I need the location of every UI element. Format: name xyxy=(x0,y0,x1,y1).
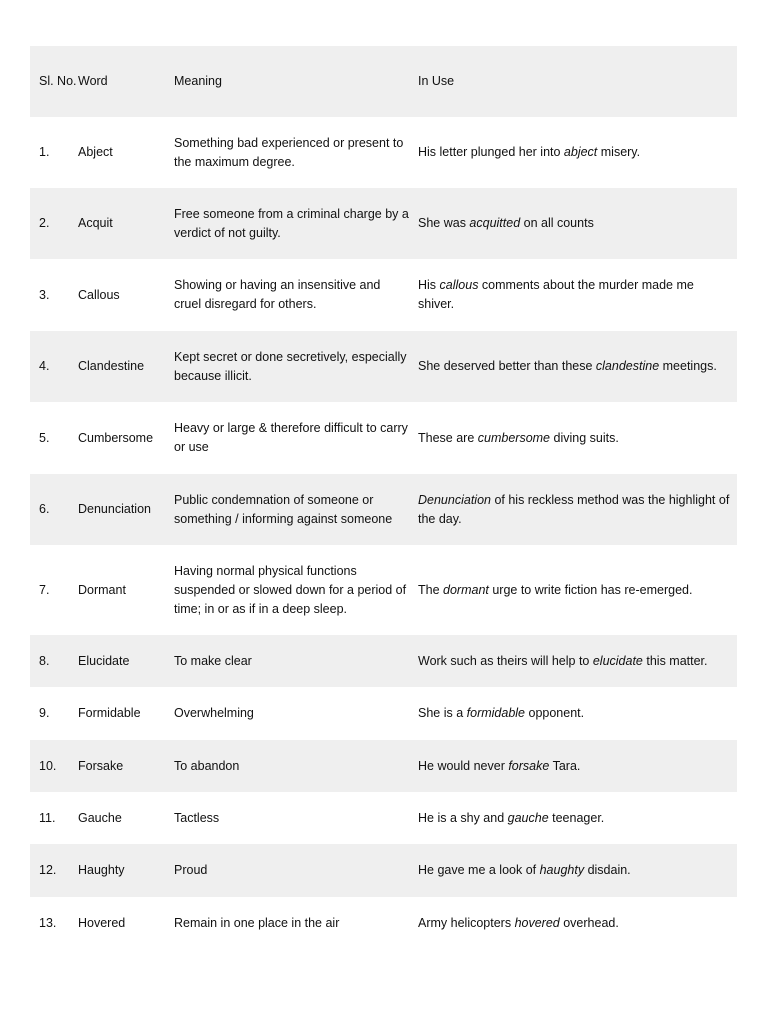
use-text-before: His xyxy=(418,278,440,292)
row-word: Forsake xyxy=(78,758,124,773)
table-row xyxy=(30,188,737,259)
row-in-use xyxy=(418,704,737,723)
row-word: Dormant xyxy=(78,582,126,597)
row-number: 2. xyxy=(39,216,50,230)
row-number: 6. xyxy=(39,502,50,516)
row-meaning: To abandon xyxy=(174,758,240,773)
table-row xyxy=(30,117,737,188)
use-text-highlight: abject xyxy=(563,145,598,159)
use-text-highlight: haughty xyxy=(539,863,585,877)
row-word: Gauche xyxy=(78,810,122,825)
row-meaning: Kept secret or done secretively, especially because illicit. xyxy=(174,349,407,383)
row-word: Callous xyxy=(78,287,120,302)
use-text-before: He gave me a look of xyxy=(418,863,540,877)
use-text-highlight: elucidate xyxy=(592,653,643,668)
row-meaning: Free someone from a criminal charge by a verdict of not guilty. xyxy=(174,206,409,240)
use-text-before: He is a shy and xyxy=(418,810,508,825)
use-text-after: meetings. xyxy=(659,359,717,373)
header-meaning: Meaning xyxy=(174,74,222,88)
use-text-before: These are xyxy=(418,430,478,445)
use-text-highlight: callous xyxy=(439,278,479,292)
use-text-after: teenager. xyxy=(548,810,605,825)
use-text-after: comments about the murder made me shiver. xyxy=(418,278,694,311)
use-text-after: overhead. xyxy=(559,915,619,930)
row-meaning: Tactless xyxy=(174,810,220,825)
use-text-highlight: Denunciation xyxy=(418,492,491,507)
use-text-after: disdain. xyxy=(584,863,631,877)
row-number: 11. xyxy=(39,810,56,825)
table-row xyxy=(30,402,737,474)
table-header-row xyxy=(30,46,737,117)
row-in-use xyxy=(418,861,737,880)
row-in-use xyxy=(418,491,737,529)
use-text-after: opponent. xyxy=(525,706,585,720)
use-text-after: misery. xyxy=(597,145,641,159)
use-text-after: on all counts xyxy=(520,216,594,230)
row-number: 10. xyxy=(39,758,57,773)
row-in-use xyxy=(418,914,737,933)
use-text-before: She was xyxy=(418,216,470,230)
table-row xyxy=(30,545,737,635)
use-text-highlight: dormant xyxy=(443,582,489,597)
use-text-highlight: hovered xyxy=(514,915,560,930)
table-row xyxy=(30,740,737,792)
row-number: 3. xyxy=(39,287,50,302)
row-meaning: Public condemnation of someone or something / informing against someone xyxy=(174,492,393,526)
table-row xyxy=(30,844,737,897)
row-meaning: Overwhelming xyxy=(174,706,254,720)
row-meaning: Proud xyxy=(174,863,208,877)
row-in-use xyxy=(418,652,737,671)
table-row xyxy=(30,259,737,331)
row-number: 9. xyxy=(39,706,50,720)
row-number: 13. xyxy=(39,915,57,930)
use-text-after: urge to write fiction has re-emerged. xyxy=(488,582,693,597)
use-text-highlight: forsake xyxy=(508,758,550,773)
row-word: Hovered xyxy=(78,915,126,930)
row-number: 8. xyxy=(39,653,50,668)
use-text-after: Tara. xyxy=(549,758,581,773)
header-sl-no: Sl. No. xyxy=(39,74,77,88)
use-text-highlight: acquitted xyxy=(469,216,521,230)
use-text-before: Work such as theirs will help to xyxy=(418,653,593,668)
row-number: 7. xyxy=(39,582,50,597)
use-text-before: Army helicopters xyxy=(418,915,515,930)
header-in-use: In Use xyxy=(418,74,455,88)
row-meaning: Something bad experienced or present to the maximum degree. xyxy=(174,135,404,169)
use-text-before: The xyxy=(418,582,444,597)
use-text-highlight: cumbersome xyxy=(477,430,551,445)
use-text-highlight: formidable xyxy=(466,706,526,720)
use-text-before: She is a xyxy=(418,706,467,720)
table-row xyxy=(30,897,737,949)
row-word: Haughty xyxy=(78,863,125,877)
row-meaning: To make clear xyxy=(174,653,252,668)
row-meaning: Having normal physical functions suspended or slowed down for a period of time; in or as if in a deep sleep. xyxy=(174,563,407,616)
use-text-before: His letter plunged her into xyxy=(418,145,564,159)
row-word: Abject xyxy=(78,145,113,159)
row-word: Elucidate xyxy=(78,653,130,668)
table-row xyxy=(30,792,737,844)
row-word: Cumbersome xyxy=(78,430,154,445)
use-text-after: diving suits. xyxy=(550,430,619,445)
row-word: Clandestine xyxy=(78,359,145,373)
row-meaning: Heavy or large & therefore difficult to carry or use xyxy=(174,421,408,454)
row-in-use xyxy=(418,429,737,448)
row-meaning: Showing or having an insensitive and cruel disregard for others. xyxy=(174,278,381,311)
table-row xyxy=(30,331,737,402)
use-text-highlight: gauche xyxy=(507,810,549,825)
row-number: 12. xyxy=(39,863,57,877)
header-word: Word xyxy=(78,74,108,88)
row-number: 1. xyxy=(39,145,50,159)
use-text-before: He would never xyxy=(418,758,509,773)
row-word: Denunciation xyxy=(78,502,151,516)
row-word: Acquit xyxy=(78,216,113,230)
row-in-use xyxy=(418,357,737,376)
row-in-use xyxy=(418,757,737,776)
table-row xyxy=(30,635,737,687)
row-word: Formidable xyxy=(78,706,141,720)
table-row xyxy=(30,687,737,740)
row-in-use xyxy=(418,581,737,600)
row-number: 4. xyxy=(39,359,50,373)
row-in-use xyxy=(418,809,737,828)
use-text-after: of his reckless method was the highlight of the day. xyxy=(418,492,730,526)
row-number: 5. xyxy=(39,430,50,445)
table-row xyxy=(30,474,737,545)
row-in-use xyxy=(418,276,737,314)
row-in-use xyxy=(418,214,737,233)
use-text-before: She deserved better than these xyxy=(418,359,596,373)
vocabulary-table xyxy=(30,46,737,949)
use-text-highlight: clandestine xyxy=(595,359,660,373)
row-in-use xyxy=(418,143,737,162)
row-meaning: Remain in one place in the air xyxy=(174,915,340,930)
use-text-after: this matter. xyxy=(642,653,708,668)
